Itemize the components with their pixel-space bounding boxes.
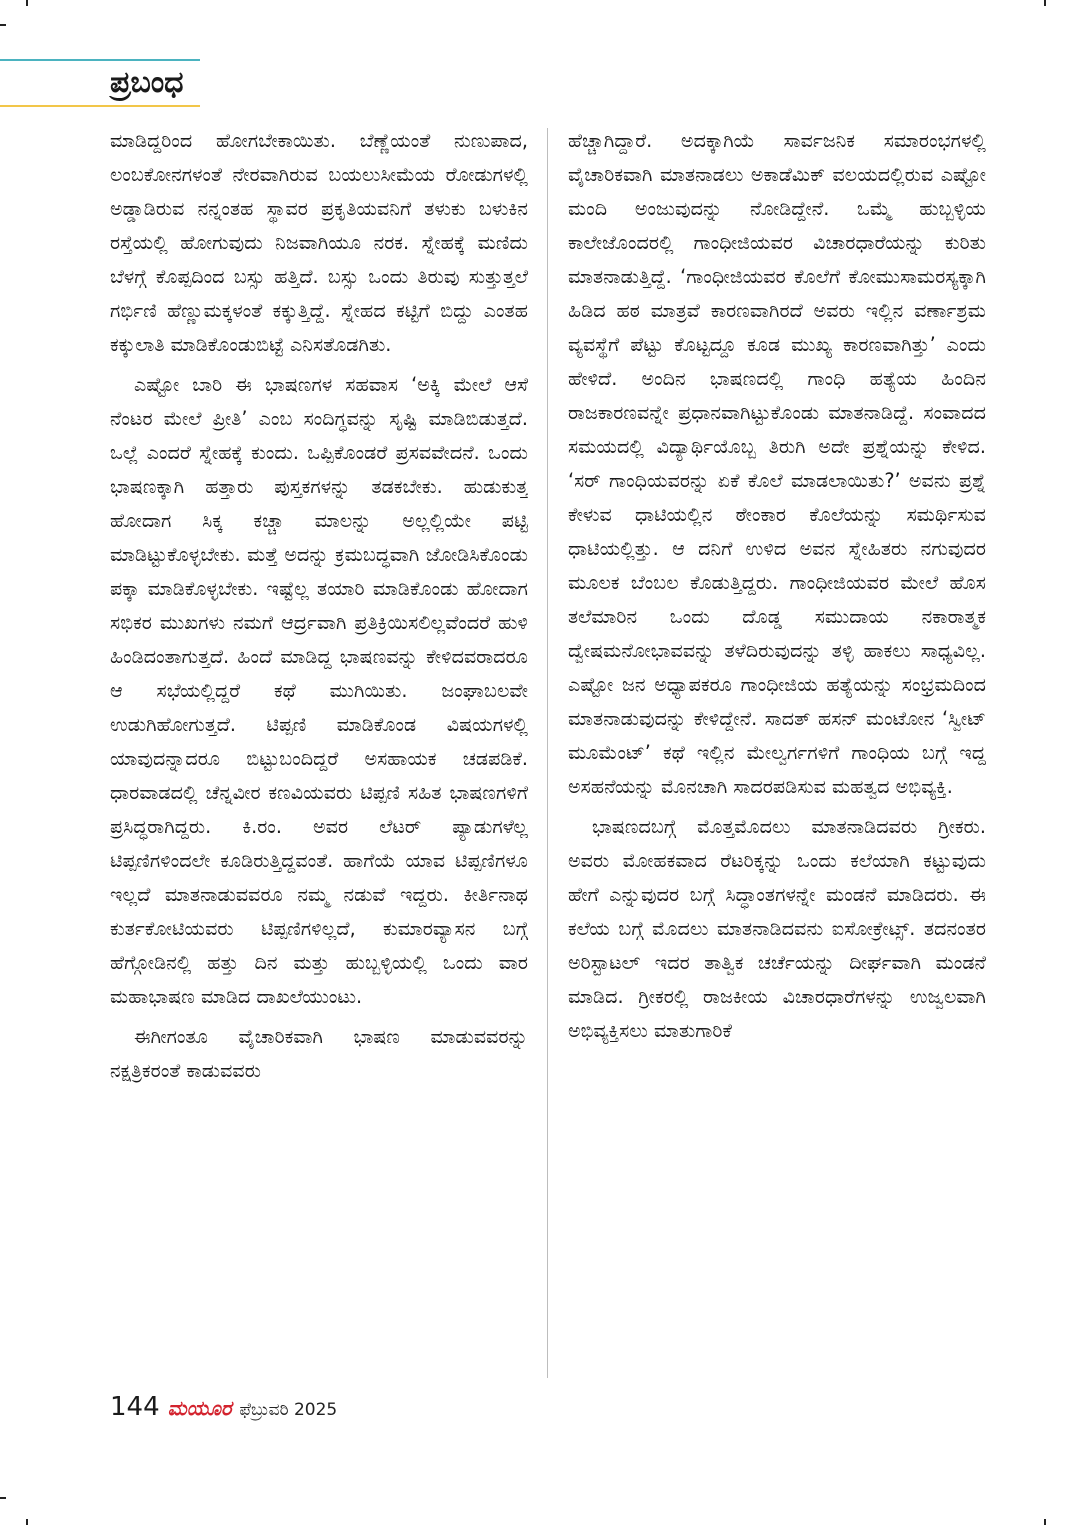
crop-mark-top-right — [1044, 0, 1046, 6]
crop-mark-bottom-right — [1044, 1519, 1046, 1525]
section-title: ಪ್ರಬಂಧ — [110, 65, 184, 100]
article-column-right — [568, 124, 986, 1386]
issue-date: ಫೆಬ್ರುವರಿ 2025 — [239, 1400, 338, 1420]
crop-mark-left-lower — [0, 1497, 6, 1499]
paragraph: ಹೆಚ್ಚಾಗಿದ್ದಾರೆ. ಅದಕ್ಕಾಗಿಯೆ ಸಾರ್ವಜನಿಕ ಸಮಾರಂಭಗಳಲ್ಲಿ ವೈಚಾರಿಕವಾಗಿ ಮಾತನಾಡಲು ಅಕಾಡೆಮಿಕ್ ವಲಯದಲ್ಲಿರುವ ಎಷ್ಟೋ ಮಂದಿ ಅಂಜುವುದನ್ನು ನೋಡಿದ್ದೇನೆ. ಒಮ್ಮೆ ಹುಬ್ಬಳ್ಳಿಯ ಕಾಲೇಜೊಂದರಲ್ಲಿ ಗಾಂಧೀಜಿಯವರ ವಿಚಾರಧಾರೆಯನ್ನು ಕುರಿತು ಮಾತನಾಡುತ್ತಿದ್ದೆ. ‘ಗಾಂಧೀಜಿಯವರ ಕೊಲೆಗೆ ಕೋಮುಸಾಮರಸ್ಯಕ್ಕಾಗಿ ಹಿಡಿದ ಹಠ ಮಾತ್ರವೆ ಕಾರಣವಾಗಿರದೆ ಅವರು ಇಲ್ಲಿನ ವರ್ಣಾಶ್ರಮ ವ್ಯವಸ್ಥೆಗೆ ಪೆಟ್ಟು ಕೊಟ್ಟದ್ದೂ ಕೂಡ ಮುಖ್ಯ ಕಾರಣವಾಗಿತ್ತು’ ಎಂದು ಹೇಳಿದೆ. ಅಂದಿನ ಭಾಷಣದಲ್ಲಿ ಗಾಂಧಿ ಹತ್ಯೆಯ ಹಿಂದಿನ ರಾಜಕಾರಣವನ್ನೇ ಪ್ರಧಾನವಾಗಿಟ್ಟುಕೊಂಡು ಮಾತನಾಡಿದ್ದೆ. ಸಂವಾದದ ಸಮಯದಲ್ಲಿ ವಿದ್ಯಾರ್ಥಿಯೊಬ್ಬ ತಿರುಗಿ ಅದೇ ಪ್ರಶ್ನೆಯನ್ನು ಕೇಳಿದ. ‘ಸರ್ ಗಾಂಧಿಯವರನ್ನು ಏಕೆ ಕೊಲೆ ಮಾಡಲಾಯಿತು?’ ಅವನು ಪ್ರಶ್ನೆ ಕೇಳುವ ಧಾಟಿಯಲ್ಲಿನ ಠೇಂಕಾರ ಕೊಲೆಯನ್ನು ಸಮರ್ಥಿಸುವ ಧಾಟಿಯಲ್ಲಿತ್ತು. ಆ ದನಿಗೆ ಉಳಿದ ಅವನ ಸ್ನೇಹಿತರು ನಗುವುದರ ಮೂಲಕ ಬೆಂಬಲ ಕೊಡುತ್ತಿದ್ದರು. ಗಾಂಧೀಜಿಯವರ ಮೇಲೆ ಹೊಸ ತಲೆಮಾರಿನ ಒಂದು ದೊಡ್ಡ ಸಮುದಾಯ ನಕಾರಾತ್ಮಕ ದ್ವೇಷಮನೋಭಾವವನ್ನು ತಳೆದಿರುವುದನ್ನು ತಳ್ಳಿ ಹಾಕಲು ಸಾಧ್ಯವಿಲ್ಲ. ಎಷ್ಟೋ ಜನ ಅಧ್ಯಾಪಕರೂ ಗಾಂಧೀಜಿಯ ಹತ್ಯೆಯನ್ನು ಸಂಭ್ರಮದಿಂದ ಮಾತನಾಡುವುದನ್ನು ಕೇಳಿದ್ದೇನೆ. ಸಾದತ್ ಹಸನ್ ಮಂಟೋನ ‘ಸ್ವೀಟ್ ಮೂಮೆಂಟ್’ ಕಥೆ ಇಲ್ಲಿನ ಮೇಲ್ವರ್ಗಗಳಿಗೆ ಗಾಂಧಿಯ ಬಗ್ಗೆ ಇದ್ದ ಅಸಹನೆಯನ್ನು ಮೊನಚಾಗಿ ಸಾದರಪಡಿಸುವ ಮಹತ್ವದ ಅಭಿವ್ಯಕ್ತಿ. — [568, 129, 986, 798]
crop-mark-top-left — [26, 0, 28, 6]
page-footer — [110, 1392, 337, 1422]
magazine-logo: ಮಯೂರ — [167, 1396, 232, 1420]
header-rule-yellow — [0, 105, 200, 107]
page-number: 144 — [110, 1392, 160, 1422]
article-column-left — [110, 124, 528, 1386]
column-divider — [547, 128, 548, 1378]
crop-mark-left-upper — [0, 24, 6, 26]
paragraph: ಎಷ್ಟೋ ಬಾರಿ ಈ ಭಾಷಣಗಳ ಸಹವಾಸ ‘ಅಕ್ಕಿ ಮೇಲೆ ಆಸೆ ನೆಂಟರ ಮೇಲೆ ಪ್ರೀತಿ’ ಎಂಬ ಸಂದಿಗ್ಧವನ್ನು ಸೃಷ್ಟಿ ಮಾಡಿಬಿಡುತ್ತದೆ. ಒಲ್ಲೆ ಎಂದರೆ ಸ್ನೇಹಕ್ಕೆ ಕುಂದು. ಒಪ್ಪಿಕೊಂಡರೆ ಪ್ರಸವವೇದನೆ. ಒಂದು ಭಾಷಣಕ್ಕಾಗಿ ಹತ್ತಾರು ಪುಸ್ತಕಗಳನ್ನು ತಡಕಬೇಕು. ಹುಡುಕುತ್ತ ಹೋದಾಗ ಸಿಕ್ಕ ಕಚ್ಚಾ ಮಾಲನ್ನು ಅಲ್ಲಲ್ಲಿಯೇ ಪಟ್ಟಿ ಮಾಡಿಟ್ಟುಕೊಳ್ಳಬೇಕು. ಮತ್ತೆ ಅದನ್ನು ಕ್ರಮಬದ್ಧವಾಗಿ ಜೋಡಿಸಿಕೊಂಡು ಪಕ್ಕಾ ಮಾಡಿಕೊಳ್ಳಬೇಕು. ಇಷ್ಟೆಲ್ಲ ತಯಾರಿ ಮಾಡಿಕೊಂಡು ಹೋದಾಗ ಸಭಿಕರ ಮುಖಗಳು ನಮಗೆ ಆರ್ದ್ರವಾಗಿ ಪ್ರತಿಕ್ರಿಯಿಸಲಿಲ್ಲವೆಂದರೆ ಹುಳಿ ಹಿಂಡಿದಂತಾಗುತ್ತದೆ. ಹಿಂದೆ ಮಾಡಿದ್ದ ಭಾಷಣವನ್ನು ಕೇಳಿದವರಾದರೂ ಆ ಸಭೆಯಲ್ಲಿದ್ದರೆ ಕಥೆ ಮುಗಿಯಿತು. ಜಂಘಾಬಲವೇ ಉಡುಗಿಹೋಗುತ್ತದೆ. ಟಿಪ್ಪಣಿ ಮಾಡಿಕೊಂಡ ವಿಷಯಗಳಲ್ಲಿ ಯಾವುದನ್ನಾದರೂ ಬಿಟ್ಟುಬಂದಿದ್ದರೆ ಅಸಹಾಯಕ ಚಡಪಡಿಕೆ. ಧಾರವಾಡದಲ್ಲಿ ಚೆನ್ನವೀರ ಕಣವಿಯವರು ಟಿಪ್ಪಣಿ ಸಹಿತ ಭಾಷಣಗಳಿಗೆ ಪ್ರಸಿದ್ಧರಾಗಿದ್ದರು. ಕಿ.ರಂ. ಅವರ ಲೆಟರ್ ಪ್ಯಾಡುಗಳೆಲ್ಲ ಟಿಪ್ಪಣಿಗಳಿಂದಲೇ ಕೂಡಿರುತ್ತಿದ್ದವಂತೆ. ಹಾಗೆಯೆ ಯಾವ ಟಿಪ್ಪಣಿಗಳೂ ಇಲ್ಲದೆ ಮಾತನಾಡುವವರೂ ನಮ್ಮ ನಡುವೆ ಇದ್ದರು. ಕೀರ್ತಿನಾಥ ಕುರ್ತಕೋಟಿಯವರು ಟಿಪ್ಪಣಿಗಳಿಲ್ಲದೆ, ಕುಮಾರವ್ಯಾಸನ ಬಗ್ಗೆ ಹೆಗ್ಗೋಡಿನಲ್ಲಿ ಹತ್ತು ದಿನ ಮತ್ತು ಹುಬ್ಬಳ್ಳಿಯಲ್ಲಿ ಒಂದು ವಾರ ಮಹಾಭಾಷಣ ಮಾಡಿದ ದಾಖಲೆಯುಂಟು. — [110, 373, 528, 1008]
paragraph: ಭಾಷಣದಬಗ್ಗೆ ಮೊತ್ತಮೊದಲು ಮಾತನಾಡಿದವರು ಗ್ರೀಕರು. ಅವರು ಮೋಹಕವಾದ ರೆಟರಿಕ್ಕನ್ನು ಒಂದು ಕಲೆಯಾಗಿ ಕಟ್ಟುವುದು ಹೇಗೆ ಎನ್ನುವುದರ ಬಗ್ಗೆ ಸಿದ್ಧಾಂತಗಳನ್ನೇ ಮಂಡನೆ ಮಾಡಿದರು. ಈ ಕಲೆಯ ಬಗ್ಗೆ ಮೊದಲು ಮಾತನಾಡಿದವನು ಐಸೋಕ್ರೇಟ್ಸ್. ತದನಂತರ ಅರಿಸ್ಟಾಟಲ್ ಇದರ ತಾತ್ವಿಕ ಚರ್ಚೆಯನ್ನು ದೀರ್ಘವಾಗಿ ಮಂಡನೆ ಮಾಡಿದ. ಗ್ರೀಕರಲ್ಲಿ ರಾಜಕೀಯ ವಿಚಾರಧಾರೆಗಳನ್ನು ಉಜ್ವಲವಾಗಿ ಅಭಿವ್ಯಕ್ತಿಸಲು ಮಾತುಗಾರಿಕೆ — [568, 815, 986, 1042]
paragraph: ಮಾಡಿದ್ದರಿಂದ ಹೋಗಬೇಕಾಯಿತು. ಬೆಣ್ಣೆಯಂತೆ ನುಣುಪಾದ, ಲಂಬಕೋನಗಳಂತೆ ನೇರವಾಗಿರುವ ಬಯಲುಸೀಮೆಯ ರೋಡುಗಳಲ್ಲಿ ಅಡ್ಡಾಡಿರುವ ನನ್ನಂತಹ ಸ್ಥಾವರ ಪ್ರಕೃತಿಯವನಿಗೆ ತಳುಕು ಬಳುಕಿನ ರಸ್ತೆಯಲ್ಲಿ ಹೋಗುವುದು ನಿಜವಾಗಿಯೂ ನರಕ. ಸ್ನೇಹಕ್ಕೆ ಮಣಿದು ಬೆಳಗ್ಗೆ ಕೊಪ್ಪದಿಂದ ಬಸ್ಸು ಹತ್ತಿದೆ. ಬಸ್ಸು ಒಂದು ತಿರುವು ಸುತ್ತುತ್ತಲೆ ಗರ್ಭಿಣಿ ಹೆಣ್ಣುಮಕ್ಕಳಂತೆ ಕಕ್ಕುತ್ತಿದ್ದೆ. ಸ್ನೇಹದ ಕಟ್ಟಿಗೆ ಬಿದ್ದು ಎಂತಹ ಕಕ್ಕುಲಾತಿ ಮಾಡಿಕೊಂಡುಬಿಟ್ಟೆ ಎನಿಸತೊಡಗಿತು. — [110, 129, 528, 356]
paragraph: ಈಗೀಗಂತೂ ವೈಚಾರಿಕವಾಗಿ ಭಾಷಣ ಮಾಡುವವರನ್ನು ನಕ್ಷತ್ರಿಕರಂತೆ ಕಾಡುವವರು — [110, 1025, 528, 1082]
crop-mark-bottom-left — [26, 1519, 28, 1525]
header-rule-teal — [0, 59, 200, 61]
